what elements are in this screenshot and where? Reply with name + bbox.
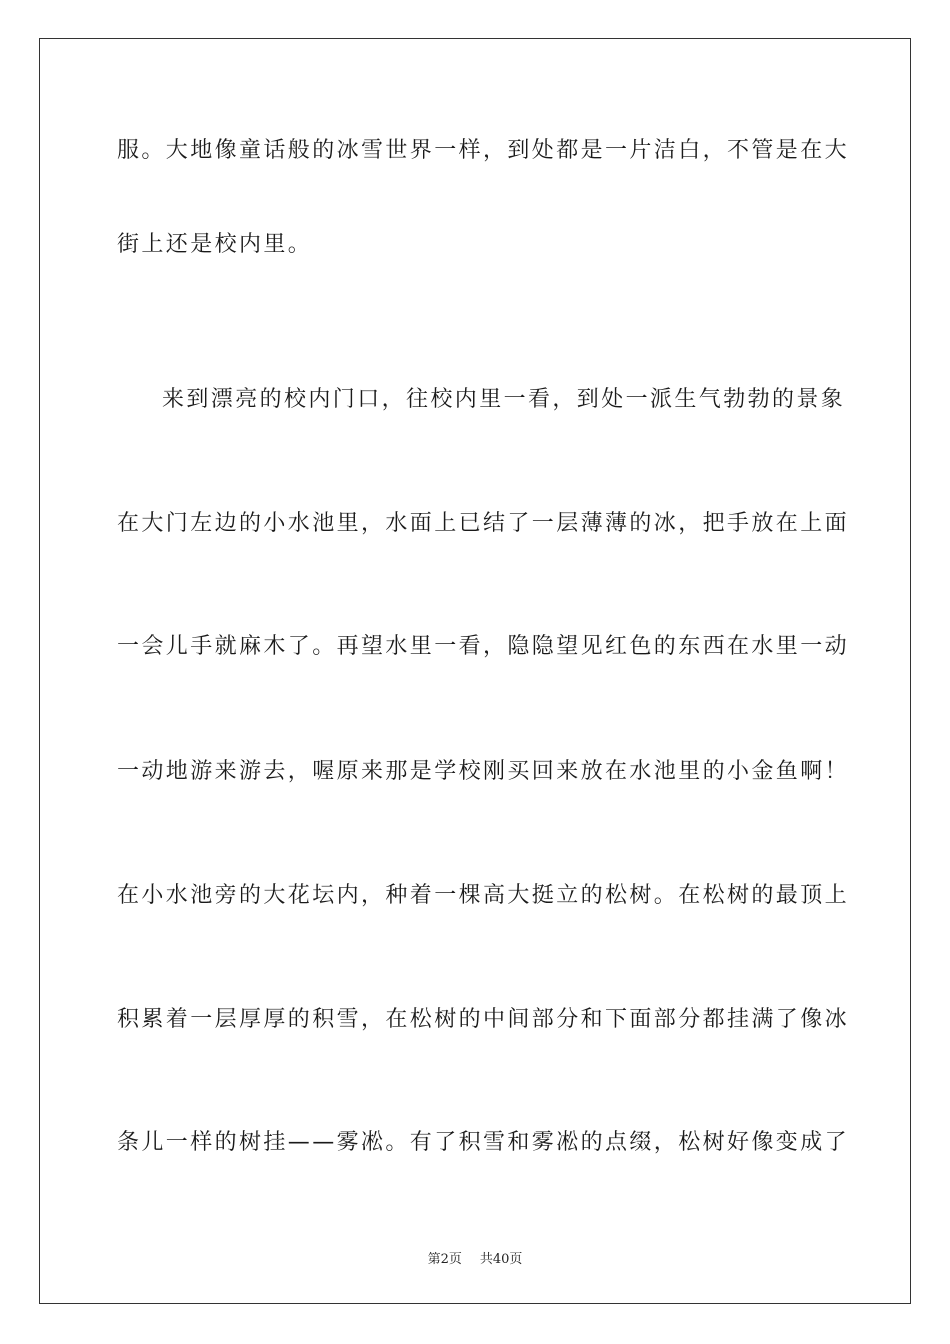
body-line-8: 积累着一层厚厚的积雪，在松树的中间部分和下面部分都挂满了像冰: [117, 1007, 850, 1032]
body-line-7: 在小水池旁的大花坛内，种着一棵高大挺立的松树。在松树的最顶上: [117, 883, 850, 908]
page-border: [39, 38, 911, 1304]
body-line-6: 一动地游来游去，喔原来那是学校刚买回来放在水池里的小金鱼啊！: [117, 759, 850, 784]
page-number: 第2页: [427, 1252, 462, 1267]
body-line-1: 服。大地像童话般的冰雪世界一样，到处都是一片洁白，不管是在大: [117, 138, 850, 163]
body-line-4: 在大门左边的小水池里，水面上已结了一层薄薄的冰，把手放在上面: [117, 511, 850, 536]
body-line-5: 一会儿手就麻木了。再望水里一看，隐隐望见红色的东西在水里一动: [117, 634, 850, 659]
body-line-3: 来到漂亮的校内门口，往校内里一看，到处一派生气勃勃的景象: [162, 387, 846, 412]
body-line-2: 街上还是校内里。: [117, 232, 313, 257]
page-total: 共40页: [479, 1252, 523, 1267]
body-line-9: 条儿一样的树挂——雾凇。有了积雪和雾凇的点缀，松树好像变成了: [117, 1130, 850, 1155]
page-footer: [0, 1248, 950, 1267]
